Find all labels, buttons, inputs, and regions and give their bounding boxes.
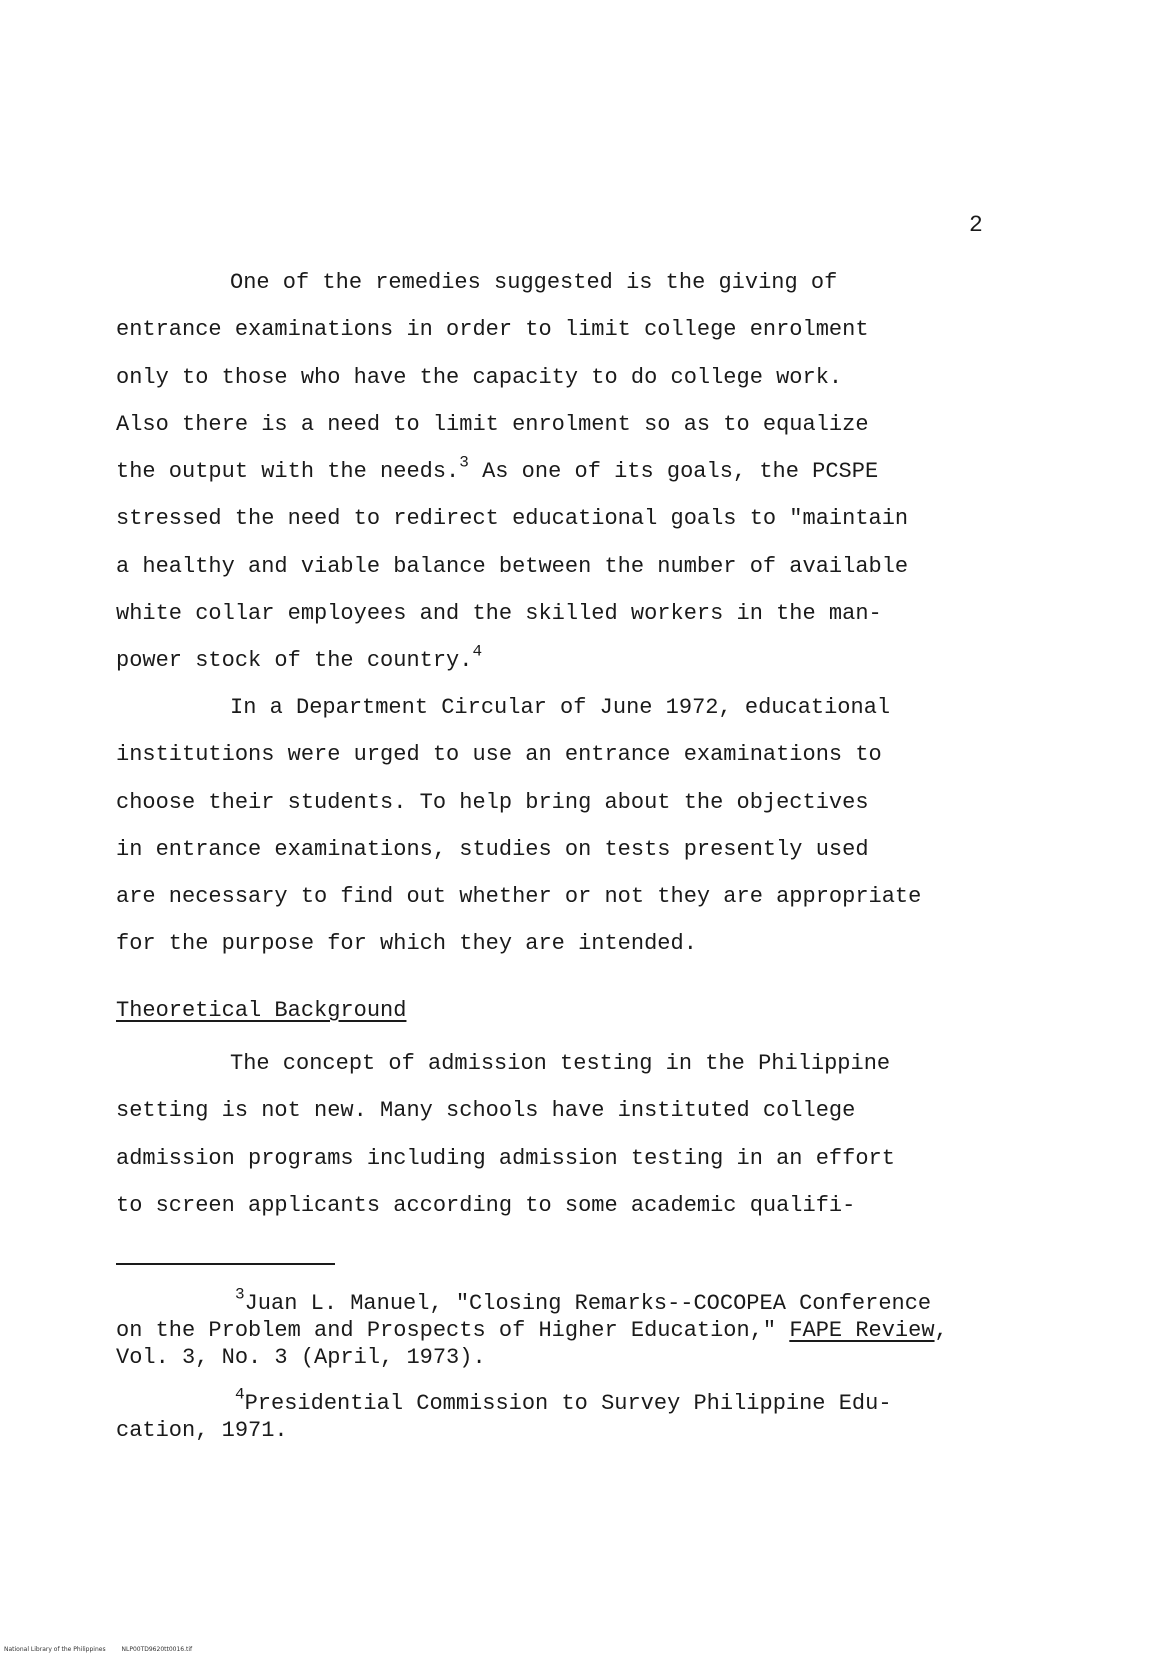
- page-number: 2: [969, 212, 983, 238]
- paragraph-remedies: [116, 259, 1016, 685]
- footnote-line: cation, 1971.: [116, 1418, 288, 1443]
- footnote-4: [116, 1385, 1076, 1444]
- scan-file-label: NLP00TD9620tt0016.tif: [121, 1646, 193, 1653]
- footnote-line: [116, 1385, 1076, 1417]
- footnote-3: [116, 1285, 1076, 1371]
- text-segment: As one of its goals, the PCSPE: [468, 459, 879, 485]
- text-line: only to those who have the capacity to do college work.: [116, 364, 843, 390]
- text-segment: Presidential Commission to Survey Philippine Edu-: [244, 1391, 892, 1416]
- text-segment: ,: [934, 1318, 948, 1343]
- footnote-line: Vol. 3, No. 3 (April, 1973).: [116, 1345, 486, 1370]
- text-line: choose their students. To help bring about the objectives: [116, 789, 869, 815]
- text-line: admission programs including admission testing in an effort: [116, 1145, 895, 1171]
- text-line: white collar employees and the skilled workers in the man-: [116, 601, 882, 627]
- section-heading: Theoretical Background: [116, 998, 407, 1023]
- text-line: Also there is a need to limit enrolment so as to equalize: [116, 411, 869, 437]
- text-line: institutions were urged to use an entrance examinations to: [116, 742, 882, 768]
- text-line: One of the remedies suggested is the giving of: [230, 270, 838, 295]
- text-line: for the purpose for which they are intended.: [116, 931, 697, 957]
- publication-title: FAPE Review: [789, 1318, 935, 1343]
- text-segment: Juan L. Manuel, "Closing Remarks--COCOPEA Conference: [244, 1291, 932, 1316]
- text-line: [116, 637, 1016, 684]
- text-line: to screen applicants according to some academic qualifi-: [116, 1192, 856, 1218]
- text-line: a healthy and viable balance between the number of available: [116, 553, 909, 579]
- text-segment: the output with the needs.: [116, 459, 460, 485]
- text-segment: on the Problem and Prospects of Higher Education,": [116, 1318, 790, 1343]
- paragraph-admission-testing: [116, 1040, 1016, 1229]
- text-segment: power stock of the country.: [116, 648, 473, 674]
- text-line: [116, 448, 1016, 495]
- footnote-divider: [116, 1263, 335, 1265]
- scan-footer: [4, 1646, 206, 1653]
- footnote-number: 4: [235, 1385, 245, 1404]
- footnote-line: [116, 1285, 1076, 1317]
- text-line: stressed the need to redirect educational goals to "maintain: [116, 506, 909, 532]
- text-line: in entrance examinations, studies on tests presently used: [116, 836, 869, 862]
- text-line: The concept of admission testing in the Philippine: [230, 1051, 891, 1076]
- footnote-line: [116, 1317, 1076, 1344]
- footnote-ref-3: 3: [459, 453, 469, 472]
- footnote-number: 3: [235, 1285, 245, 1304]
- text-line: entrance examinations in order to limit college enrolment: [116, 317, 869, 343]
- footnote-ref-4: 4: [472, 642, 483, 661]
- text-line: In a Department Circular of June 1972, educational: [230, 695, 891, 720]
- text-line: are necessary to find out whether or not they are appropriate: [116, 884, 922, 910]
- text-line: setting is not new. Many schools have instituted college: [116, 1098, 856, 1124]
- paragraph-department-circular: [116, 684, 1016, 968]
- scan-library-label: National Library of the Philippines: [4, 1646, 106, 1653]
